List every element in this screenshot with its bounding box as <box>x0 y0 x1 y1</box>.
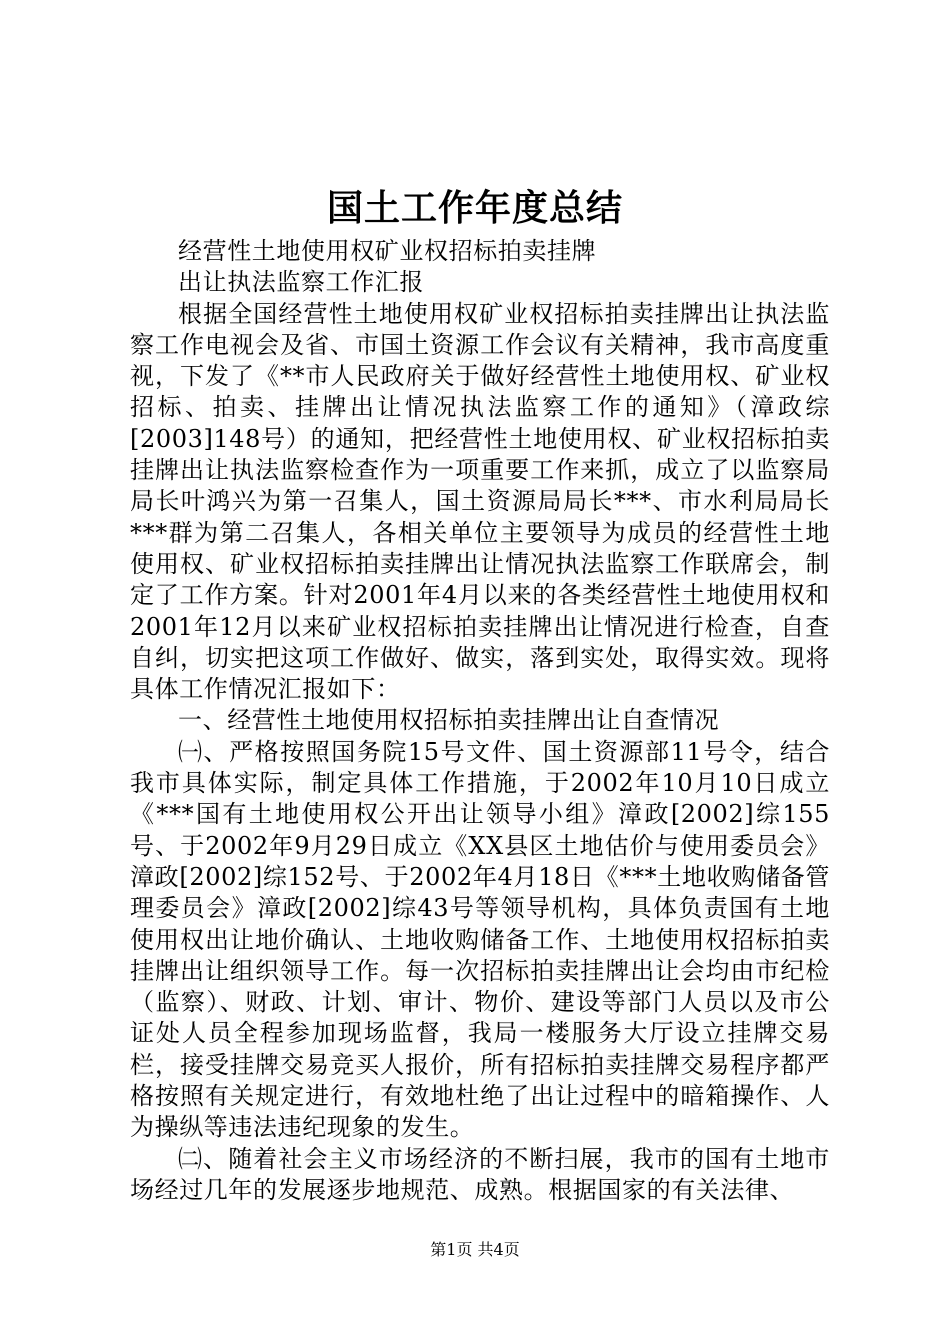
document-title: 国土工作年度总结 <box>326 187 623 229</box>
subtitle-line-1: 经营性土地使用权矿业权招标拍卖挂牌 <box>178 237 597 265</box>
section-heading-1: 一、经营性土地使用权招标拍卖挂牌出让自查情况 <box>178 706 720 735</box>
intro-paragraph: 根据全国经营性土地使用权矿业权招标拍卖挂牌出让执法监察工作电视会及省、市国土资源工作会议有关精神，我市高度重视，下发了《**市人民政府关于做好经营性土地使用权、矿业权招标、拍卖、挂牌出让情况执法监察工作的通知》（漳政综[2003]148号）的通知，把经营性土地使用权、矿业权招标拍卖挂牌出让执法监察检查作为一项重要工作来抓，成立了以监察局局长叶鸿兴为第一召集人，国土资源局局长***、市水利局局长***群为第二召集人，各相关单位主要领导为成员的经营性土地使用权、矿业权招标拍卖挂牌出让情况执法监察工作联席会，制定了工作方案。针对2001年4月以来的各类经营性土地使用权和2001年12月以来矿业权招标拍卖挂牌出让情况进行检查，自查自纠，切实把这项工作做好、做实，落到实处，取得实效。现将具体工作情况汇报如下： <box>130 299 830 704</box>
subtitle-line-2: 出让执法监察工作汇报 <box>178 268 424 297</box>
section-item-1: ㈠、严格按照国务院15号文件、国土资源部11号令，结合我市具体实际，制定具体工作措施，于2002年10月10日成立《***国有土地使用权公开出让领导小组》漳政[2002]综155号、于2002年9月29日成立《XX县区土地估价与使用委员会》漳政[2002]综152号、于2002年4月18日《***土地收购储备管理委员会》漳政[2002]综43号等领导机构，具体负责国有土地使用权出让地价确认、土地收购储备工作、土地使用权招标拍卖挂牌出让组织领导工作。每一次招标拍卖挂牌出让会均由市纪检（监察）、财政、计划、审计、物价、建设等部门人员以及市公证处人员全程参加现场监督，我局一楼服务大厅设立挂牌交易栏，接受挂牌交易竞买人报价，所有招标拍卖挂牌交易程序都严格按照有关规定进行，有效地杜绝了出让过程中的暗箱操作、人为操纵等违法违纪现象的发生。 <box>130 737 830 1142</box>
document-body <box>130 236 830 1206</box>
section-item-2: ㈡、随着社会主义市场经济的不断扫展，我市的国有土地市场经过几年的发展逐步地规范、成熟。根据国家的有关法律、 <box>130 1144 830 1204</box>
page-footer: 第1页 共4页 <box>430 1240 520 1259</box>
